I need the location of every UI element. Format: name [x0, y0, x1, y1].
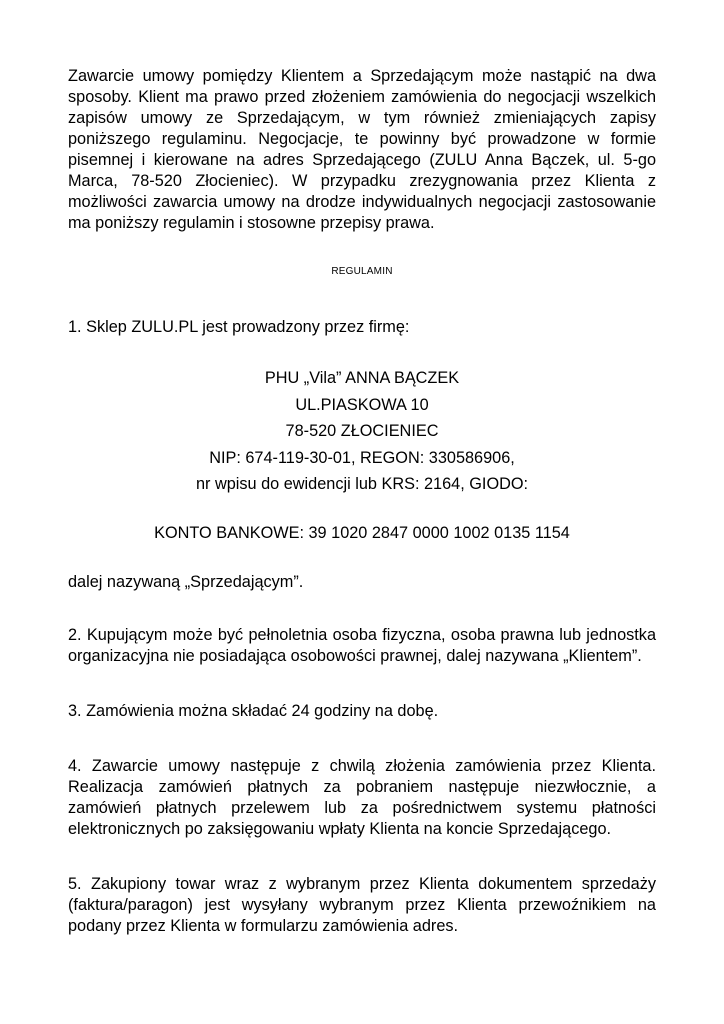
point-1: 1. Sklep ZULU.PL jest prowadzony przez firmę: — [68, 318, 410, 336]
company-city: 78-520 ZŁOCIENIEC — [285, 422, 439, 440]
company-street: UL.PIASKOWA 10 — [295, 395, 429, 414]
company-details — [68, 365, 656, 498]
point-5: 5. Zakupiony towar wraz z wybranym przez Klienta dokumentem sprzedaży (faktura/paragon) jest wysyłany wybranym przez Klienta przewoźnikiem na podany przez Klienta w formularzu zamówienia adres. — [68, 874, 656, 935]
document-page — [68, 66, 656, 937]
company-registry: nr wpisu do ewidencji lub KRS: 2164, GIODO: — [195, 475, 529, 493]
point-3: 3. Zamówienia można składać 24 godziny na dobę. — [68, 701, 439, 720]
point-2: 2. Kupującym może być pełnoletnia osoba fizyczna, osoba prawna lub jednostka organizacyjna nie posiadająca osobowości prawnej, dalej nazywana „Klientem”. — [68, 625, 656, 665]
bank-account: KONTO BANKOWE: 39 1020 2847 0000 1002 0135 1154 — [154, 523, 570, 542]
seller-note: dalej nazywaną „Sprzedającym”. — [68, 572, 304, 591]
intro-paragraph: Zawarcie umowy pomiędzy Klientem a Sprzedającym może nastąpić na dwa sposoby. Klient ma prawo przed złożeniem zamówienia do negocjacji wszelkich zapisów umowy ze Sprzedającym, w tym również zmieniających zapisy poniższego regulaminu. Negocjacje, te powinny być prowadzone w formie pisemnej i kierowane na adres Sprzedającego (ZULU Anna Bączek, ul. 5-go Marca, 78-520 Złocieniec). W przypadku zrezygnowania przez Klienta z możliwości zawarcia umowy na drodze indywidualnych negocjacji zastosowanie ma poniższy regulamin i stosowne przepisy prawa. — [68, 67, 656, 232]
company-ids: NIP: 674-119-30-01, REGON: 330586906, — [209, 448, 515, 467]
point-4: 4. Zawarcie umowy następuje z chwilą złożenia zamówienia przez Klienta. Realizacja zamówień płatnych za pobraniem następuje niezwłocznie, a zamówień płatnych przelewem lub za pośrednictwem systemu płatności elektronicznych po zaksięgowaniu wpłaty Klienta na koncie Sprzedającego. — [68, 756, 656, 838]
company-name: PHU „Vila” ANNA BĄCZEK — [264, 369, 460, 387]
regulations-heading: REGULAMIN — [331, 266, 393, 277]
